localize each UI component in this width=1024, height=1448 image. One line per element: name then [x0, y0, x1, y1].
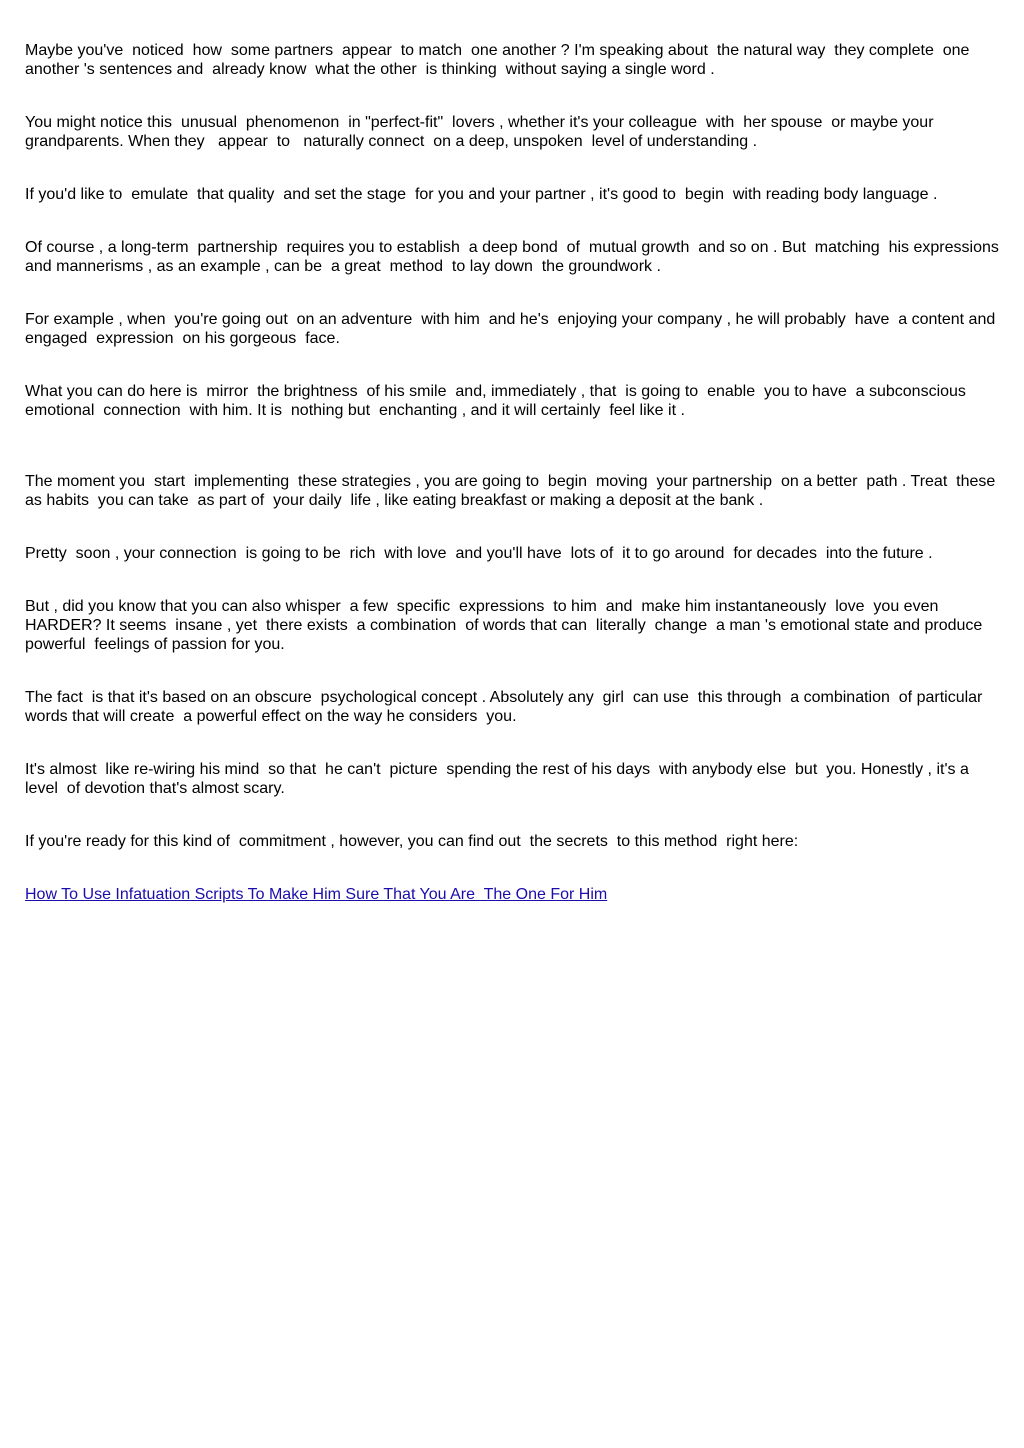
paragraph: What you can do here is mirror the brightness of his smile and, immediately , that is going to enable you to have a subconscious emotional connection with him. It is nothing but enchanting , and it will certainly feel like it .: [25, 383, 971, 419]
infatuation-scripts-link[interactable]: How To Use Infatuation Scripts To Make Him Sure That You Are The One For Him: [25, 886, 608, 903]
paragraph: The fact is that it's based on an obscure psychological concept . Absolutely any girl can use this through a combination of particular words that will create a powerful effect on the way he considers you.: [25, 689, 992, 725]
paragraph: Pretty soon , your connection is going to be rich with love and you'll have lots of it to go around for decades into the future .: [25, 545, 933, 562]
paragraph: You might notice this unusual phenomenon in "perfect-fit" lovers , whether it's your colleague with her spouse or maybe your grandparents. When they appear to naturally connect on a deep, unspoken level of understanding .: [25, 114, 952, 150]
paragraph: Maybe you've noticed how some partners appear to match one another ? I'm speaking about the natural way they complete one another 's sentences and already know what the other is thinking without saying a single word .: [25, 42, 974, 78]
paragraph: But , did you know that you can also whisper a few specific expressions to him and make him instantaneously love you even HARDER? It seems insane , yet there exists a combination of words that can literally change a man 's emotional state and produce powerful feelings of passion for you.: [25, 598, 992, 653]
paragraph: Of course , a long-term partnership requires you to establish a deep bond of mutual growth and so on . But matching his expressions and mannerisms , as an example , can be a great method to lay down the groundwork .: [25, 239, 1004, 275]
paragraph: The moment you start implementing these strategies , you are going to begin moving your partnership on a better path . Treat these as habits you can take as part of your daily life , like eating breakfast or making a deposit at the bank .: [25, 473, 1000, 509]
paragraph: If you'd like to emulate that quality and set the stage for you and your partner , it's good to begin with reading body language .: [25, 186, 938, 203]
document-body: [25, 41, 1005, 904]
paragraph: If you're ready for this kind of commitment , however, you can find out the secrets to this method right here:: [25, 833, 799, 850]
paragraph: For example , when you're going out on an adventure with him and he's enjoying your company , he will probably have a content and engaged expression on his gorgeous face.: [25, 311, 1000, 347]
paragraph: It's almost like re-wiring his mind so that he can't picture spending the rest of his days with anybody else but you. Honestly , it's a level of devotion that's almost scary.: [25, 761, 974, 797]
